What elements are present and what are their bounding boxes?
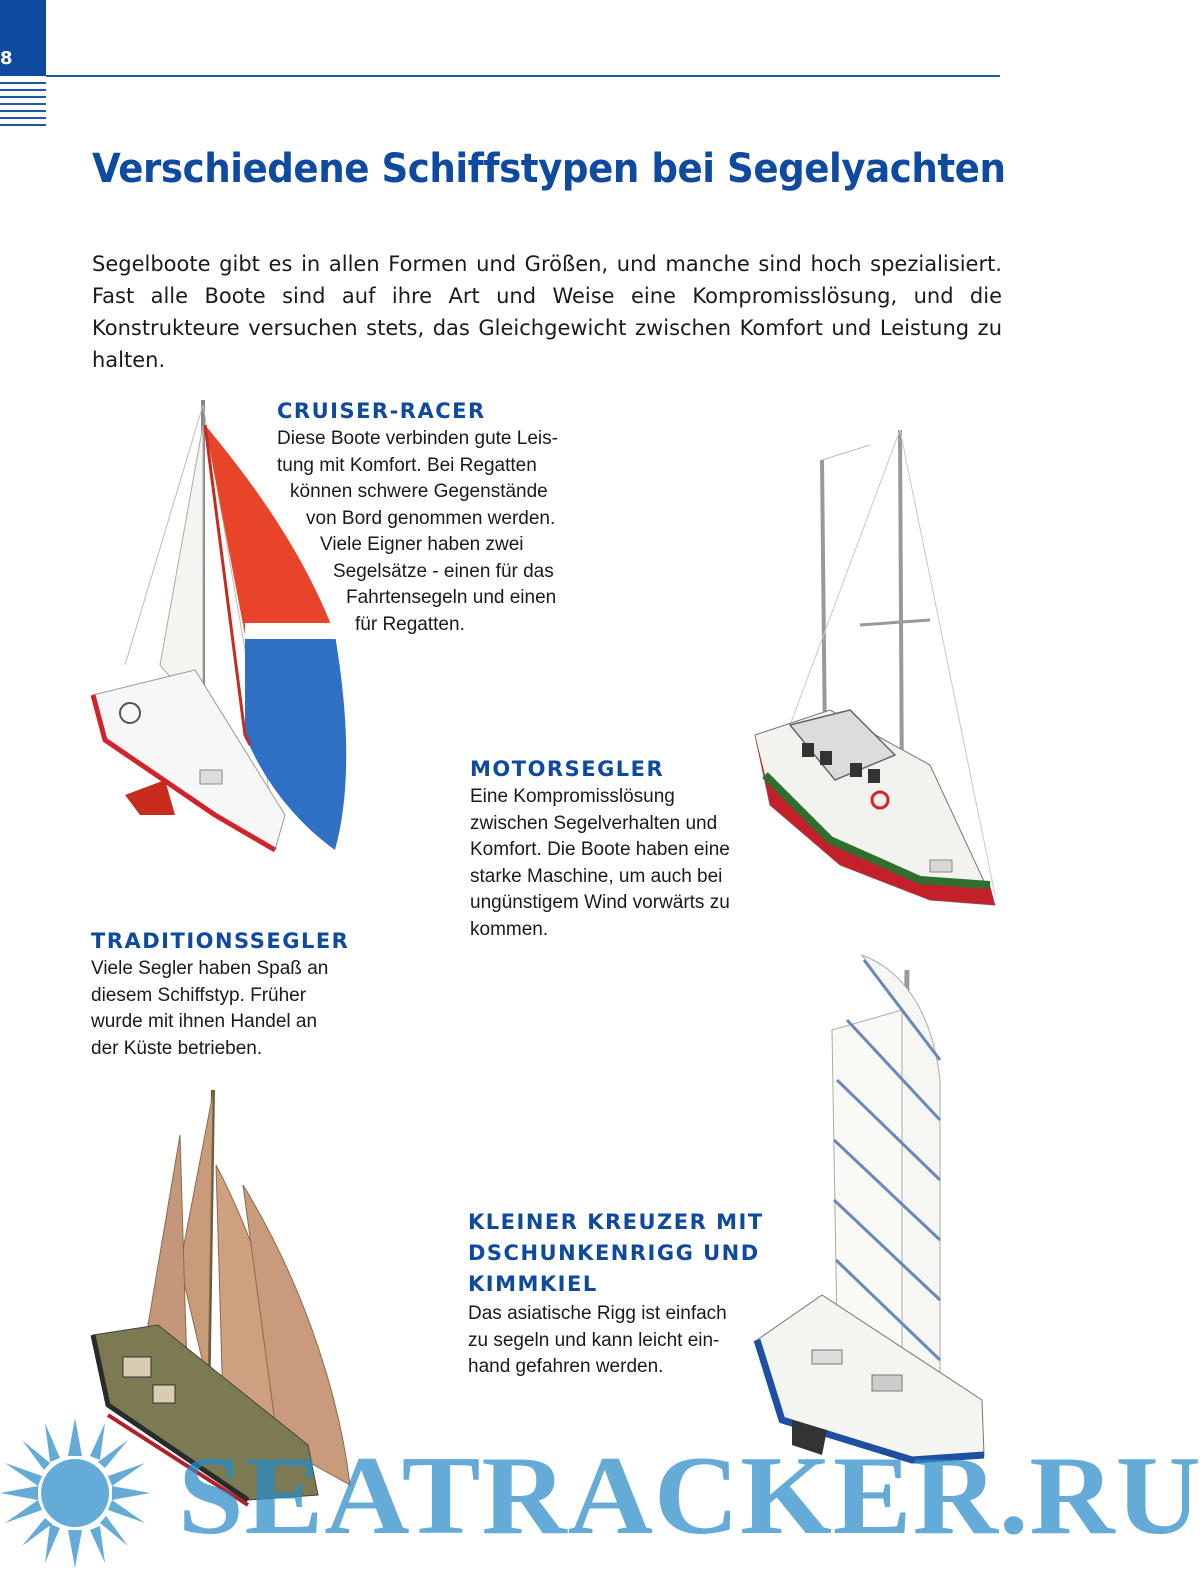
kleiner-kreuzer-heading-line: KIMMKIEL (468, 1272, 598, 1296)
kleiner-kreuzer-line: hand gefahren werden. (468, 1356, 664, 1377)
traditionssegler-heading: TRADITIONSSEGLER (91, 929, 350, 953)
cruiser-racer-heading: CRUISER-RACER (277, 399, 486, 423)
motorsegler-line: kommen. (470, 918, 549, 940)
cruiser-racer-line: von Bord genommen werden. (306, 507, 556, 529)
cruiser-racer-line: für Regatten. (355, 613, 465, 635)
motorsegler-line: starke Maschine, um auch bei (470, 865, 723, 887)
watermark-text: SEATRACKER.RU (178, 1433, 1202, 1558)
traditionssegler-line: der Küste betrieben. (91, 1037, 263, 1059)
cruiser-racer-line: Segelsätze - einen für das (333, 560, 554, 582)
kleiner-kreuzer-text (468, 1301, 727, 1381)
kleiner-kreuzer-heading (468, 1207, 764, 1300)
page-number: 8 (0, 48, 13, 69)
cruiser-racer-line: Viele Eigner haben zwei (320, 534, 524, 555)
traditionssegler-text (91, 956, 328, 1062)
motorsegler-line: Komfort. Die Boote haben eine (470, 839, 730, 860)
traditionssegler-line: diesem Schiffstyp. Früher (91, 984, 307, 1006)
header-rule (46, 75, 1000, 77)
page-number-tab (0, 0, 46, 76)
kleiner-kreuzer-heading-line: KLEINER KREUZER MIT (468, 1210, 764, 1234)
watermark (0, 1408, 1202, 1568)
motorsegler-line: zwischen Segelverhalten und (470, 812, 718, 834)
motorsegler-text (470, 784, 730, 943)
cruiser-racer-line: tung mit Komfort. Bei Regatten (277, 454, 537, 476)
cruiser-racer-illustration (85, 395, 365, 865)
kleiner-kreuzer-line: zu segeln und kann leicht ein- (468, 1329, 720, 1351)
tab-stripes (0, 82, 46, 131)
cruiser-racer-line: Diese Boote verbinden gute Leis- (277, 428, 558, 449)
intro-paragraph: Segelboote gibt es in allen Formen und Größen, und manche sind hoch spezialisiert. Fast alle Boote sind auf ihre Art und Weise eine Kompromisslösung, und die Konstrukteure versuchen stets, das Gleichgewicht zwischen Komfort und Leistung zu halten. (92, 252, 1002, 372)
motorsegler-line: Eine Kompromisslösung (470, 786, 675, 807)
sun-logo-icon (0, 1418, 170, 1568)
traditionssegler-line: Viele Segler haben Spaß an (91, 958, 329, 979)
kleiner-kreuzer-illustration (752, 950, 992, 1470)
cruiser-racer-line: können schwere Gegenstände (290, 481, 548, 502)
motorsegler-line: ungünstigem Wind vorwärts zu (470, 892, 730, 913)
cruiser-racer-line: Fahrtensegeln und einen (346, 587, 557, 608)
kleiner-kreuzer-line: Das asiatische Rigg ist einfach (468, 1303, 727, 1324)
motorsegler-illustration (750, 425, 1010, 920)
motorsegler-heading: MOTORSEGLER (470, 757, 665, 781)
traditionssegler-line: wurde mit ihnen Handel an (91, 1011, 318, 1032)
page-title: Verschiedene Schiffstypen bei Segelyachten (92, 146, 1006, 192)
kleiner-kreuzer-heading-line: DSCHUNKENRIGG UND (468, 1241, 760, 1265)
